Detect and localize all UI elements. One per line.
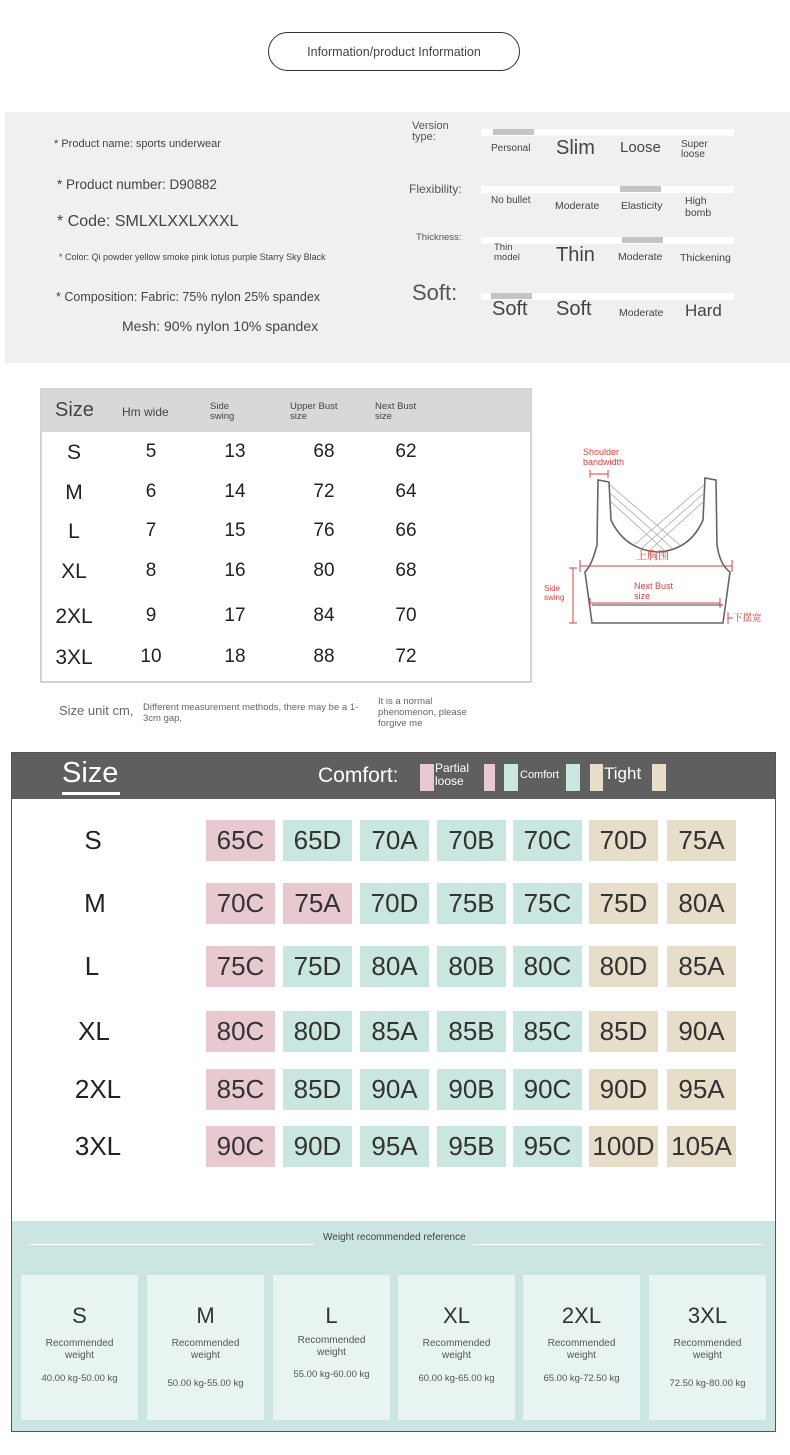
soft-option-hard: Hard [685, 301, 722, 320]
thickness-option-thickening: Thickening [680, 252, 731, 264]
version-type-label: Version type: [412, 120, 449, 143]
label-side-swing: Side swing [544, 584, 565, 603]
size-table-cell: 7 [145, 520, 157, 541]
header-upper-bust: Upper Bust size [290, 401, 338, 423]
cup-size-cell: 80D [589, 946, 658, 987]
flexibility-label: Flexibility: [409, 182, 462, 196]
cup-size-cell: 90C [206, 1126, 275, 1167]
weight-card-range: 72.50 kg-80.00 kg [669, 1378, 746, 1389]
version-option-personal: Personal [491, 143, 531, 154]
comfort-label: Comfort: [318, 764, 399, 787]
thickness-label: Thickness: [416, 232, 462, 243]
cup-size-cell: 80A [360, 946, 429, 987]
section-title: Information/product Information [307, 44, 481, 59]
comfort-row-size: L [84, 951, 100, 981]
weight-title-rule-right [473, 1244, 763, 1245]
cup-size-cell: 70A [360, 820, 429, 861]
size-table-cell: 17 [224, 605, 246, 626]
cup-size-cell: 70B [437, 820, 506, 861]
weight-card [398, 1275, 515, 1420]
version-option-loose: Loose [620, 139, 661, 156]
cup-size-cell: 80D [283, 1011, 352, 1052]
legend-swatch-comfort-left [504, 764, 518, 791]
cup-size-cell: 85A [360, 1011, 429, 1052]
weight-card [523, 1275, 640, 1420]
weight-title: Weight recommended reference [323, 1232, 466, 1243]
soft-option-moderate: Moderate [619, 307, 664, 319]
cup-size-cell: 95A [667, 1069, 736, 1110]
bra-measurement-diagram [540, 440, 790, 640]
flexibility-marker [620, 186, 661, 192]
legend-swatch-partial-loose-left [420, 764, 434, 791]
size-table-cell: 84 [313, 605, 335, 626]
cup-size-cell: 90A [667, 1011, 736, 1052]
cup-size-cell: 90D [589, 1069, 658, 1110]
thickness-option-thin: Thin [556, 244, 595, 266]
size-table-row-size: 3XL [55, 646, 93, 669]
cup-size-cell: 85D [589, 1011, 658, 1052]
label-next-bust: Next Bust size [634, 581, 674, 602]
flexibility-option-elasticity: Elasticity [621, 200, 663, 212]
cup-size-cell: 80B [437, 946, 506, 987]
weight-card-size: 2XL [561, 1303, 602, 1328]
size-table-cell: 76 [313, 520, 335, 541]
label-upper-bust: 上胸围 [636, 550, 669, 562]
size-table-cell: 88 [313, 646, 335, 667]
legend-comfort: Comfort [520, 769, 560, 781]
header-hm-wide: Hm wide [122, 405, 169, 419]
weight-card [649, 1275, 766, 1420]
weight-reference-section [12, 1221, 775, 1431]
cup-size-cell: 65D [283, 820, 352, 861]
size-table-cell: 68 [395, 560, 417, 581]
soft-option-soft-1: Soft [492, 298, 528, 320]
size-table-cell: 10 [140, 646, 162, 667]
cup-size-cell: 75D [283, 946, 352, 987]
size-table-cell: 64 [395, 481, 417, 502]
weight-card-label: Recommended weight [45, 1338, 114, 1361]
size-table-cell: 66 [395, 520, 417, 541]
cup-size-cell: 75C [206, 946, 275, 987]
size-table-cell: 9 [145, 605, 157, 626]
flexibility-option-high-bomb: High bomb [685, 195, 712, 220]
cup-size-cell: 70D [589, 820, 658, 861]
section-title-pill [268, 32, 520, 71]
cup-size-cell: 75B [437, 883, 506, 924]
weight-card-label: Recommended weight [422, 1338, 491, 1361]
size-table-cell: 16 [224, 560, 246, 581]
weight-card-range: 55.00 kg-60.00 kg [293, 1369, 370, 1380]
size-table-cell: 72 [395, 646, 417, 667]
label-hem-width: 下摆宽 [733, 613, 762, 624]
size-table-row-size: 2XL [55, 605, 93, 628]
weight-card [273, 1275, 390, 1420]
cup-size-cell: 105A [667, 1126, 736, 1167]
size-table-row-size: L [68, 520, 80, 543]
cup-size-cell: 85A [667, 946, 736, 987]
header-next-bust: Next Bust size [375, 401, 417, 423]
size-table-row-size: M [65, 481, 83, 504]
size-table-cell: 80 [313, 560, 335, 581]
cup-size-cell: 80A [667, 883, 736, 924]
comfort-row-size: M [84, 888, 106, 918]
weight-card-size: S [72, 1303, 87, 1328]
size-table-cell: 14 [224, 481, 246, 502]
soft-option-soft-2: Soft [556, 298, 592, 320]
legend-tight: Tight [604, 764, 642, 783]
cup-size-cell: 90C [513, 1069, 582, 1110]
weight-card-label: Recommended weight [673, 1338, 742, 1361]
comfort-row-size: 2XL [74, 1074, 122, 1104]
cup-size-cell: 90B [437, 1069, 506, 1110]
note-normal-phenomenon: It is a normal phenomenon, please forgive me [378, 696, 467, 729]
size-table-cell: 62 [395, 441, 417, 462]
comfort-row-size: S [84, 825, 102, 855]
product-color: * Color: Qi powder yellow smoke pink lotus purple Starry Sky Black [59, 252, 326, 262]
size-table-row-size: XL [61, 560, 87, 583]
legend-partial-loose: Partial loose [435, 761, 470, 789]
product-composition: * Composition: Fabric: 75% nylon 25% spandex [56, 290, 321, 304]
cup-size-cell: 70D [360, 883, 429, 924]
size-table-cell: 13 [224, 441, 246, 462]
legend-swatch-partial-loose-right [484, 764, 495, 791]
comfort-chart-header [12, 753, 775, 799]
size-table-row-size: S [66, 441, 81, 464]
weight-card-label: Recommended weight [297, 1335, 366, 1358]
size-table-cell: 8 [145, 560, 157, 581]
cup-size-cell: 65C [206, 820, 275, 861]
flexibility-option-moderate: Moderate [555, 200, 600, 212]
legend-swatch-tight-right [652, 764, 666, 791]
cup-size-cell: 90A [360, 1069, 429, 1110]
note-measurement-methods: Different measurement methods, there may be a 1-3cm gap, [143, 702, 359, 724]
size-table-cell: 70 [395, 605, 417, 626]
cup-size-cell: 85C [206, 1069, 275, 1110]
cup-size-cell: 90D [283, 1126, 352, 1167]
comfort-row-size: XL [78, 1016, 110, 1046]
weight-card-range: 50.00 kg-55.00 kg [167, 1378, 244, 1389]
weight-card-size: 3XL [687, 1303, 728, 1328]
cup-size-cell: 95C [513, 1126, 582, 1167]
cup-size-cell: 80C [206, 1011, 275, 1052]
comfort-row-size: 3XL [74, 1131, 122, 1161]
thickness-option-moderate: Moderate [618, 251, 663, 263]
weight-card [21, 1275, 138, 1420]
label-shoulder-bandwidth: Shoulder bandwidth [583, 447, 625, 468]
weight-card-range: 40.00 kg-50.00 kg [41, 1373, 118, 1384]
header-side-swing: Side swing [210, 401, 235, 423]
flexibility-scale [481, 186, 734, 193]
version-option-super-loose: Super loose [681, 139, 708, 160]
header-size: Size [55, 399, 94, 421]
cup-size-cell: 85B [437, 1011, 506, 1052]
note-size-unit: Size unit cm, [59, 703, 134, 718]
product-info-panel [5, 112, 790, 363]
weight-card-label: Recommended weight [547, 1338, 616, 1361]
weight-card-size: XL [443, 1303, 470, 1328]
cup-size-cell: 70C [206, 883, 275, 924]
size-table-cell: 72 [313, 481, 335, 502]
thickness-marker [622, 237, 663, 243]
size-measurement-table [40, 388, 532, 683]
cup-size-cell: 75A [667, 820, 736, 861]
cup-size-cell: 75D [589, 883, 658, 924]
bra-outline-drawing [540, 440, 790, 640]
version-option-slim: Slim [556, 137, 595, 159]
size-table-header [42, 390, 530, 432]
size-table-cell: 68 [313, 441, 335, 462]
product-number: * Product number: D90882 [57, 177, 217, 192]
weight-card-size: L [325, 1303, 338, 1328]
product-name: * Product name: sports underwear [54, 138, 221, 150]
legend-swatch-comfort-right [566, 764, 580, 791]
comfort-chart-title: Size [62, 757, 120, 795]
cup-size-cell: 70C [513, 820, 582, 861]
soft-label: Soft: [412, 280, 458, 305]
comfort-size-chart [11, 752, 776, 1432]
cup-size-cell: 95B [437, 1126, 506, 1167]
cup-size-cell: 85C [513, 1011, 582, 1052]
thickness-option-thin-model: Thin model [494, 242, 520, 264]
size-table-cell: 18 [224, 646, 246, 667]
cup-size-cell: 95A [360, 1126, 429, 1167]
weight-card-label: Recommended weight [171, 1338, 240, 1361]
weight-card-range: 60.00 kg-65.00 kg [418, 1373, 495, 1384]
cup-size-cell: 75C [513, 883, 582, 924]
weight-title-rule-left [29, 1244, 314, 1245]
cup-size-cell: 85D [283, 1069, 352, 1110]
cup-size-cell: 80C [513, 946, 582, 987]
size-table-cell: 5 [145, 441, 157, 462]
cup-size-cell: 100D [589, 1126, 658, 1167]
version-type-marker [493, 129, 534, 135]
cup-size-cell: 75A [283, 883, 352, 924]
weight-card-range: 65.00 kg-72.50 kg [543, 1373, 620, 1384]
weight-card-size: M [196, 1303, 215, 1328]
weight-card [147, 1275, 264, 1420]
legend-swatch-tight-left [590, 764, 603, 791]
product-mesh: Mesh: 90% nylon 10% spandex [122, 318, 319, 334]
size-table-cell: 15 [224, 520, 246, 541]
size-table-cell: 6 [145, 481, 157, 502]
product-code: * Code: SMLXLXXLXXXL [57, 213, 239, 230]
flexibility-option-no-bullet: No bullet [491, 195, 531, 206]
